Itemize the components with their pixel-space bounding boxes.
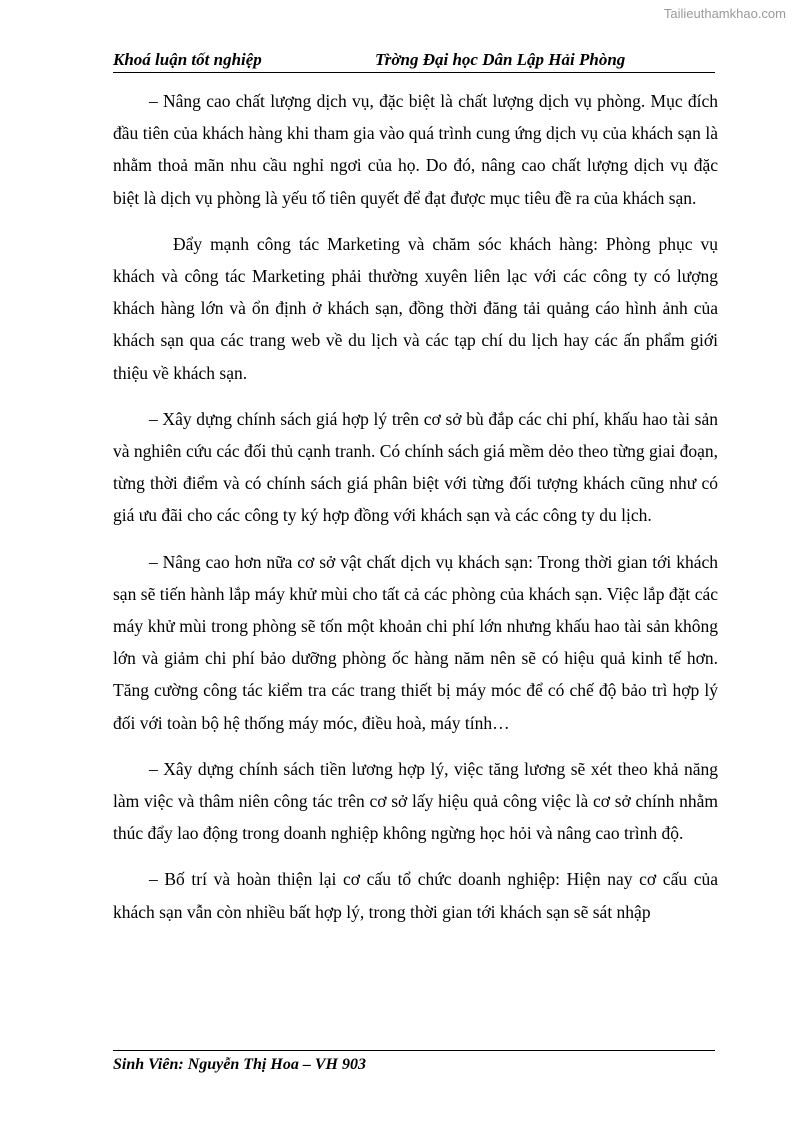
- paragraph: – Xây dựng chính sách giá hợp lý trên cơ sở bù đắp các chi phí, khấu hao tài sản và nghiên cứu các đối thủ cạnh tranh. Có chính sách giá mềm dẻo theo từng giai đoạn, từng thời điểm và có chính sách giá phân biệt với từng đối tượng khách cũng như có giá ưu đãi cho các công ty ký hợp đồng với khách sạn và các công ty du lịch.: [113, 408, 718, 526]
- page-footer: Sinh Viên: Nguyễn Thị Hoa – VH 903: [113, 1056, 366, 1073]
- footer-rule: [113, 1050, 715, 1051]
- paragraph: – Bố trí và hoàn thiện lại cơ cấu tổ chức doanh nghiệp: Hiện nay cơ cấu của khách sạn vẫn còn nhiều bất hợp lý, trong thời gian tới khách sạn sẽ sát nhập: [113, 869, 718, 922]
- header-thesis-title: Khoá luận tốt nghiệp: [113, 50, 262, 69]
- paragraph: – Nâng cao hơn nữa cơ sở vật chất dịch vụ khách sạn: Trong thời gian tới khách sạn sẽ tiến hành lắp máy khử mùi cho tất cả các phòng của khách sạn. Việc lắp đặt các máy khử mùi trong phòng sẽ tốn một khoản chi phí lớn nhưng khấu hao tài sản không lớn và giảm chi phí bảo dưỡng phòng ốc hàng năm nên sẽ có hiệu quả kinh tế hơn. Tăng cường công tác kiểm tra các trang thiết bị máy móc để có chế độ bảo trì hợp lý đối với toàn bộ hệ thống máy móc, điều hoà, máy tính…: [113, 551, 718, 733]
- document-body: [113, 85, 718, 942]
- paragraph: – Xây dựng chính sách tiền lương hợp lý, việc tăng lương sẽ xét theo khả năng làm việc và thâm niên công tác trên cơ sở lấy hiệu quả công việc là cơ sở chính nhằm thúc đẩy lao động trong doanh nghiệp không ngừng học hỏi và nâng cao trình độ.: [113, 758, 718, 844]
- watermark: Tailieuthamkhao.com: [663, 6, 786, 21]
- paragraph: – Nâng cao chất lượng dịch vụ, đặc biệt là chất lượng dịch vụ phòng. Mục đích đầu tiên của khách hàng khi tham gia vào quá trình cung ứng dịch vụ của khách sạn là nhằm thoả mãn nhu cầu nghỉ ngơi của họ. Do đó, nâng cao chất lượng dịch vụ đặc biệt là dịch vụ phòng là yếu tố tiên quyết để đạt được mục tiêu đề ra của khách sạn.: [113, 91, 718, 208]
- header-university: Tr̀ờng Đại học Dân Lập Hải Phòng: [375, 50, 626, 69]
- page-header: [113, 50, 715, 72]
- header-rule: [113, 72, 715, 73]
- paragraph: Đẩy mạnh công tác Marketing và chăm sóc khách hàng: Phòng phục vụ khách và công tác Marketing phải thường xuyên liên lạc với các công ty có lượng khách hàng lớn và ổn định ở khách sạn, đồng thời đăng tải quảng cáo hình ảnh của khách sạn qua các trang web về du lịch và các tạp chí du lịch hay các ấn phẩm giới thiệu về khách sạn.: [113, 233, 718, 383]
